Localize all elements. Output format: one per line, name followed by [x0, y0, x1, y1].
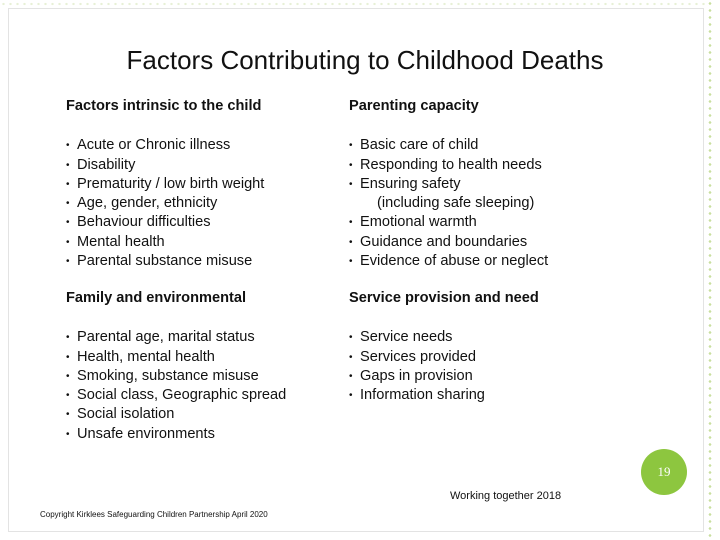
list-item: • Prematurity / low birth weight — [66, 175, 264, 194]
footer-copyright: Copyright Kirklees Safeguarding Children Partnership April 2020 — [40, 510, 268, 519]
bullet-list — [349, 328, 539, 405]
list-item-continuation: (including safe sleeping) — [377, 195, 535, 212]
slide-title: Factors Contributing to Childhood Deaths — [126, 45, 604, 75]
list-item: • Service needs — [349, 328, 539, 347]
list-item: • Basic care of child — [349, 136, 548, 155]
section-heading: Factors intrinsic to the child — [66, 98, 262, 114]
list-item: • Ensuring safety — [349, 175, 548, 194]
list-item: • Responding to health needs — [349, 156, 548, 175]
list-item: • Age, gender, ethnicity — [66, 194, 264, 213]
list-item: • Smoking, substance misuse — [66, 367, 286, 386]
list-item: • Parental age, marital status — [66, 328, 286, 347]
list-item: • Behaviour difficulties — [66, 213, 264, 232]
bullet-icon: • — [66, 370, 70, 382]
bullet-icon: • — [66, 390, 70, 402]
list-item: • Social class, Geographic spread — [66, 386, 286, 405]
bullet-icon: • — [349, 140, 353, 152]
bullet-icon: • — [349, 351, 353, 363]
bullet-icon: • — [349, 217, 353, 229]
bullet-icon: • — [66, 409, 70, 421]
bullet-icon: • — [349, 390, 353, 402]
bullet-icon: • — [66, 236, 70, 248]
bullet-icon: • — [66, 428, 70, 440]
bullet-icon: • — [66, 217, 70, 229]
list-item: • Evidence of abuse or neglect — [349, 252, 548, 271]
bullet-icon: • — [349, 236, 353, 248]
bullet-icon: • — [66, 198, 70, 210]
bullet-list — [66, 328, 286, 444]
footer-source: Working together 2018 — [450, 490, 562, 502]
bullet-icon: • — [66, 332, 70, 344]
section-heading: Family and environmental — [66, 290, 247, 306]
section-family — [66, 289, 286, 444]
list-item: • Services provided — [349, 348, 539, 367]
list-item: • Health, mental health — [66, 348, 286, 367]
list-item: • Guidance and boundaries — [349, 233, 548, 252]
list-item: • Mental health — [66, 233, 264, 252]
bullet-icon: • — [66, 351, 70, 363]
bullet-icon: • — [66, 140, 70, 152]
section-intrinsic — [66, 97, 264, 271]
bullet-icon: • — [66, 159, 70, 171]
bullet-icon: • — [349, 178, 353, 190]
list-item: • Unsafe environments — [66, 425, 286, 444]
top-dot-border — [0, 0, 706, 8]
section-heading: Parenting capacity — [349, 98, 479, 114]
section-service — [349, 289, 539, 405]
right-dot-border — [704, 0, 716, 540]
bullet-list — [349, 136, 548, 271]
list-item: • Information sharing — [349, 386, 539, 405]
list-item: • Disability — [66, 156, 264, 175]
bullet-icon: • — [66, 256, 70, 268]
list-item: • Gaps in provision — [349, 367, 539, 386]
bullet-icon: • — [349, 370, 353, 382]
list-item: • Social isolation — [66, 405, 286, 424]
bullet-icon: • — [66, 178, 70, 190]
bullet-icon: • — [349, 332, 353, 344]
bullet-icon: • — [349, 256, 353, 268]
bullet-icon: • — [349, 159, 353, 171]
list-item: • Parental substance misuse — [66, 252, 264, 271]
section-parenting — [349, 97, 548, 271]
bullet-list — [66, 136, 264, 271]
section-heading: Service provision and need — [349, 290, 539, 306]
slide-number-badge: 19 — [641, 449, 687, 495]
list-item: • Emotional warmth — [349, 213, 548, 232]
list-item: • Acute or Chronic illness — [66, 136, 264, 155]
